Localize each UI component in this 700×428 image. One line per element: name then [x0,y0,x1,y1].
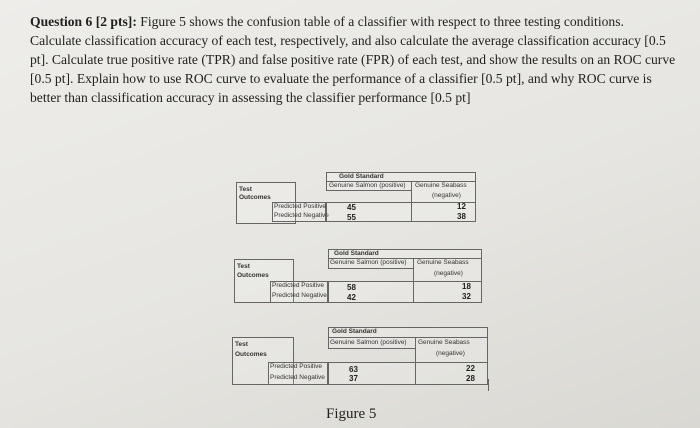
negative-header: (negative) [436,350,465,357]
negative-header: (negative) [434,270,463,277]
fp-value: 18 [462,282,471,291]
seabass-header: Genuine Seabass [417,259,469,266]
gold-standard-label: Gold Standard [332,328,377,335]
fp-value: 12 [457,202,466,211]
predicted-positive-label: Predicted Positive [274,203,327,210]
tn-value: 38 [457,212,466,221]
confusion-table-1 [236,172,476,228]
predicted-negative-label: Predicted Negative [270,374,325,381]
predicted-negative-label: Predicted Negative [272,292,327,299]
question-body: Figure 5 shows the confusion table of a classifier with respect to three testing conditions. Calculate classification accuracy of each test, respectively, and also calculate the average classification accuracy [0.5 pt]. Calculate true positive rate (TPR) and false positive rate (FPR) of each test, and show the results on an ROC curve [0.5 pt]. Explain how to use ROC curve to evaluate the performance of a classifier [0.5 pt], and why ROC curve is better than classification accuracy in assessing the classifier performance [0.5 pt] [30,14,676,105]
figure-caption: Figure 5 [326,406,377,422]
test-label: Test [239,186,252,193]
fp-value: 22 [466,364,475,373]
seabass-header: Genuine Seabass [418,339,470,346]
salmon-header: Genuine Salmon (positive) [330,259,407,266]
salmon-header: Genuine Salmon (positive) [329,182,406,189]
salmon-header: Genuine Salmon (positive) [330,339,407,346]
confusion-table-3 [232,327,488,393]
question-text [30,12,678,107]
predicted-positive-label: Predicted Positive [270,363,323,370]
tp-value: 58 [347,283,356,292]
tn-value: 28 [466,374,475,383]
question-title: Question 6 [2 pts]: [30,14,137,29]
outcomes-label: Outcomes [235,351,267,358]
tp-value: 63 [349,365,358,374]
predicted-positive-label: Predicted Positive [272,282,325,289]
seabass-header: Genuine Seabass [415,182,467,189]
test-label: Test [235,341,248,348]
gold-standard-label: Gold Standard [339,173,384,180]
fn-value: 37 [349,374,358,383]
tp-value: 45 [347,203,356,212]
predicted-negative-label: Predicted Negative [274,212,329,219]
outcomes-label: Outcomes [237,272,269,279]
fn-value: 55 [347,213,356,222]
tn-value: 32 [462,292,471,301]
outcomes-label: Outcomes [239,194,271,201]
test-label: Test [237,263,250,270]
fn-value: 42 [347,293,356,302]
confusion-table-2 [234,249,482,309]
gold-standard-label: Gold Standard [334,250,379,257]
negative-header: (negative) [432,192,461,199]
